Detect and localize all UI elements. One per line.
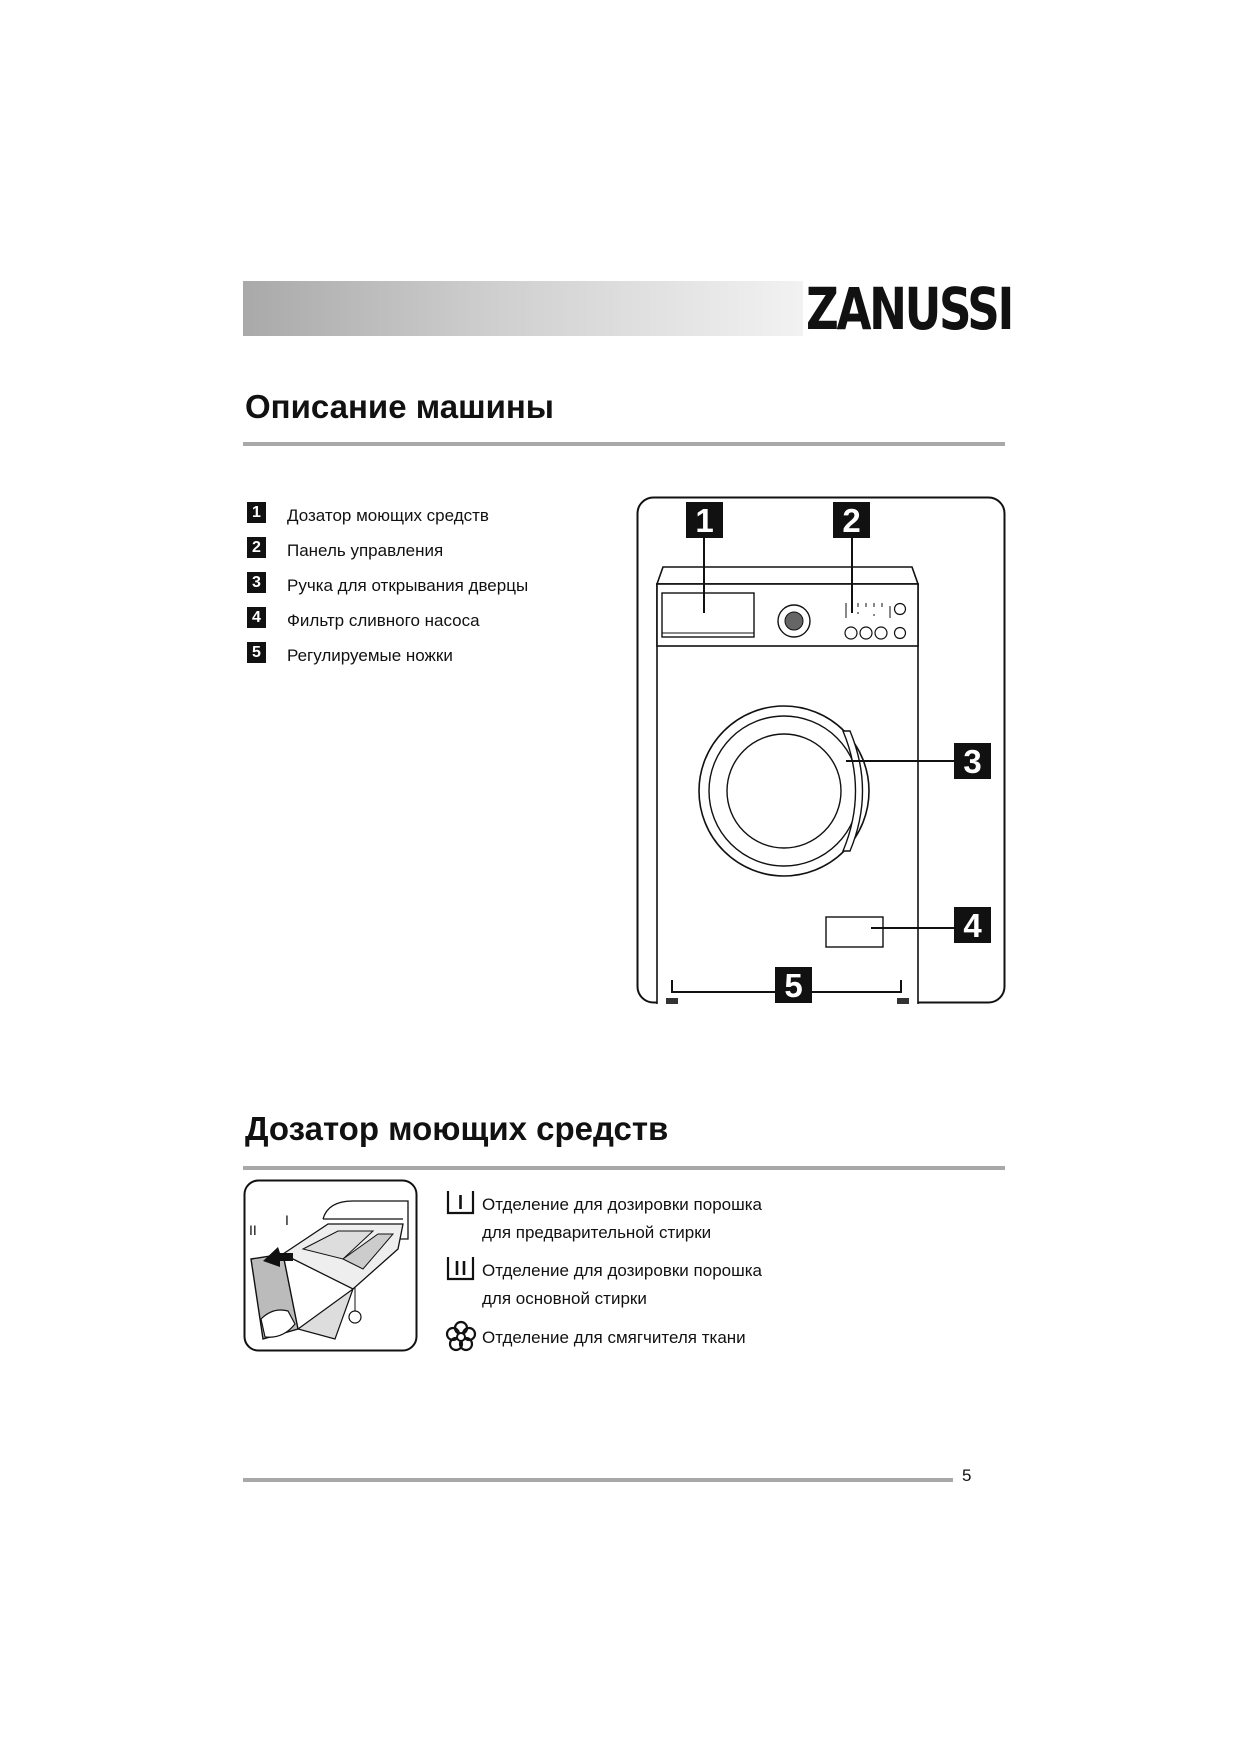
washing-machine-diagram	[636, 496, 1006, 1004]
part-label: Панель управления	[287, 541, 444, 560]
legend-line: Отделение для дозировки порошка	[482, 1261, 763, 1280]
legend-text	[482, 1257, 762, 1313]
detergent-drawer	[662, 593, 754, 637]
door-glass	[727, 734, 841, 848]
panel-button	[860, 627, 872, 639]
part-label: Ручка для открывания дверцы	[287, 576, 529, 595]
part-number-badge: 4	[247, 607, 266, 628]
callout-number: 3	[963, 743, 982, 780]
part-number-badge: 3	[247, 572, 266, 593]
legend-text	[482, 1191, 762, 1247]
page-number: 5	[962, 1466, 972, 1485]
callout-number: 4	[963, 907, 982, 944]
adjustable-foot	[897, 998, 909, 1004]
legend-text	[482, 1324, 746, 1352]
header-gradient-bar	[243, 281, 803, 336]
legend-line: Отделение для дозировки порошка	[482, 1195, 763, 1214]
section-title-machine-description: Описание машины	[245, 388, 554, 425]
panel-button	[875, 627, 887, 639]
zanussi-logo: ZANUSSI	[806, 275, 1013, 343]
part-number-badge: 2	[247, 537, 266, 558]
detergent-drawer-illustration	[243, 1179, 418, 1352]
part-label: Регулируемые ножки	[287, 646, 453, 665]
section-divider	[243, 442, 1005, 446]
section-title-detergent-dispenser: Дозатор моющих средств	[245, 1110, 669, 1147]
adjustable-foot	[666, 998, 678, 1004]
machine-top	[657, 567, 918, 584]
drawer-label-mainwash: II	[249, 1222, 257, 1238]
legend-line: для основной стирки	[482, 1289, 647, 1308]
callout-number: 5	[784, 967, 803, 1004]
legend-line: Отделение для смягчителя ткани	[482, 1328, 746, 1347]
part-label: Фильтр сливного насоса	[287, 611, 480, 630]
callout-number: 2	[842, 502, 861, 539]
section-divider	[243, 1166, 1005, 1170]
drawer-label-prewash: I	[285, 1212, 289, 1228]
panel-button	[845, 627, 857, 639]
pump-filter-cover	[826, 917, 883, 947]
softener-flower-icon	[445, 1320, 477, 1352]
mainwash-compartment-icon	[445, 1253, 477, 1285]
legend-line: для предварительной стирки	[482, 1223, 712, 1242]
part-number-badge: 5	[247, 642, 266, 663]
prewash-compartment-icon	[445, 1187, 477, 1219]
callout-number: 1	[695, 502, 714, 539]
start-button	[895, 628, 906, 639]
footer-divider	[243, 1478, 953, 1482]
part-label: Дозатор моющих средств	[287, 506, 489, 525]
part-number-badge: 1	[247, 502, 266, 523]
